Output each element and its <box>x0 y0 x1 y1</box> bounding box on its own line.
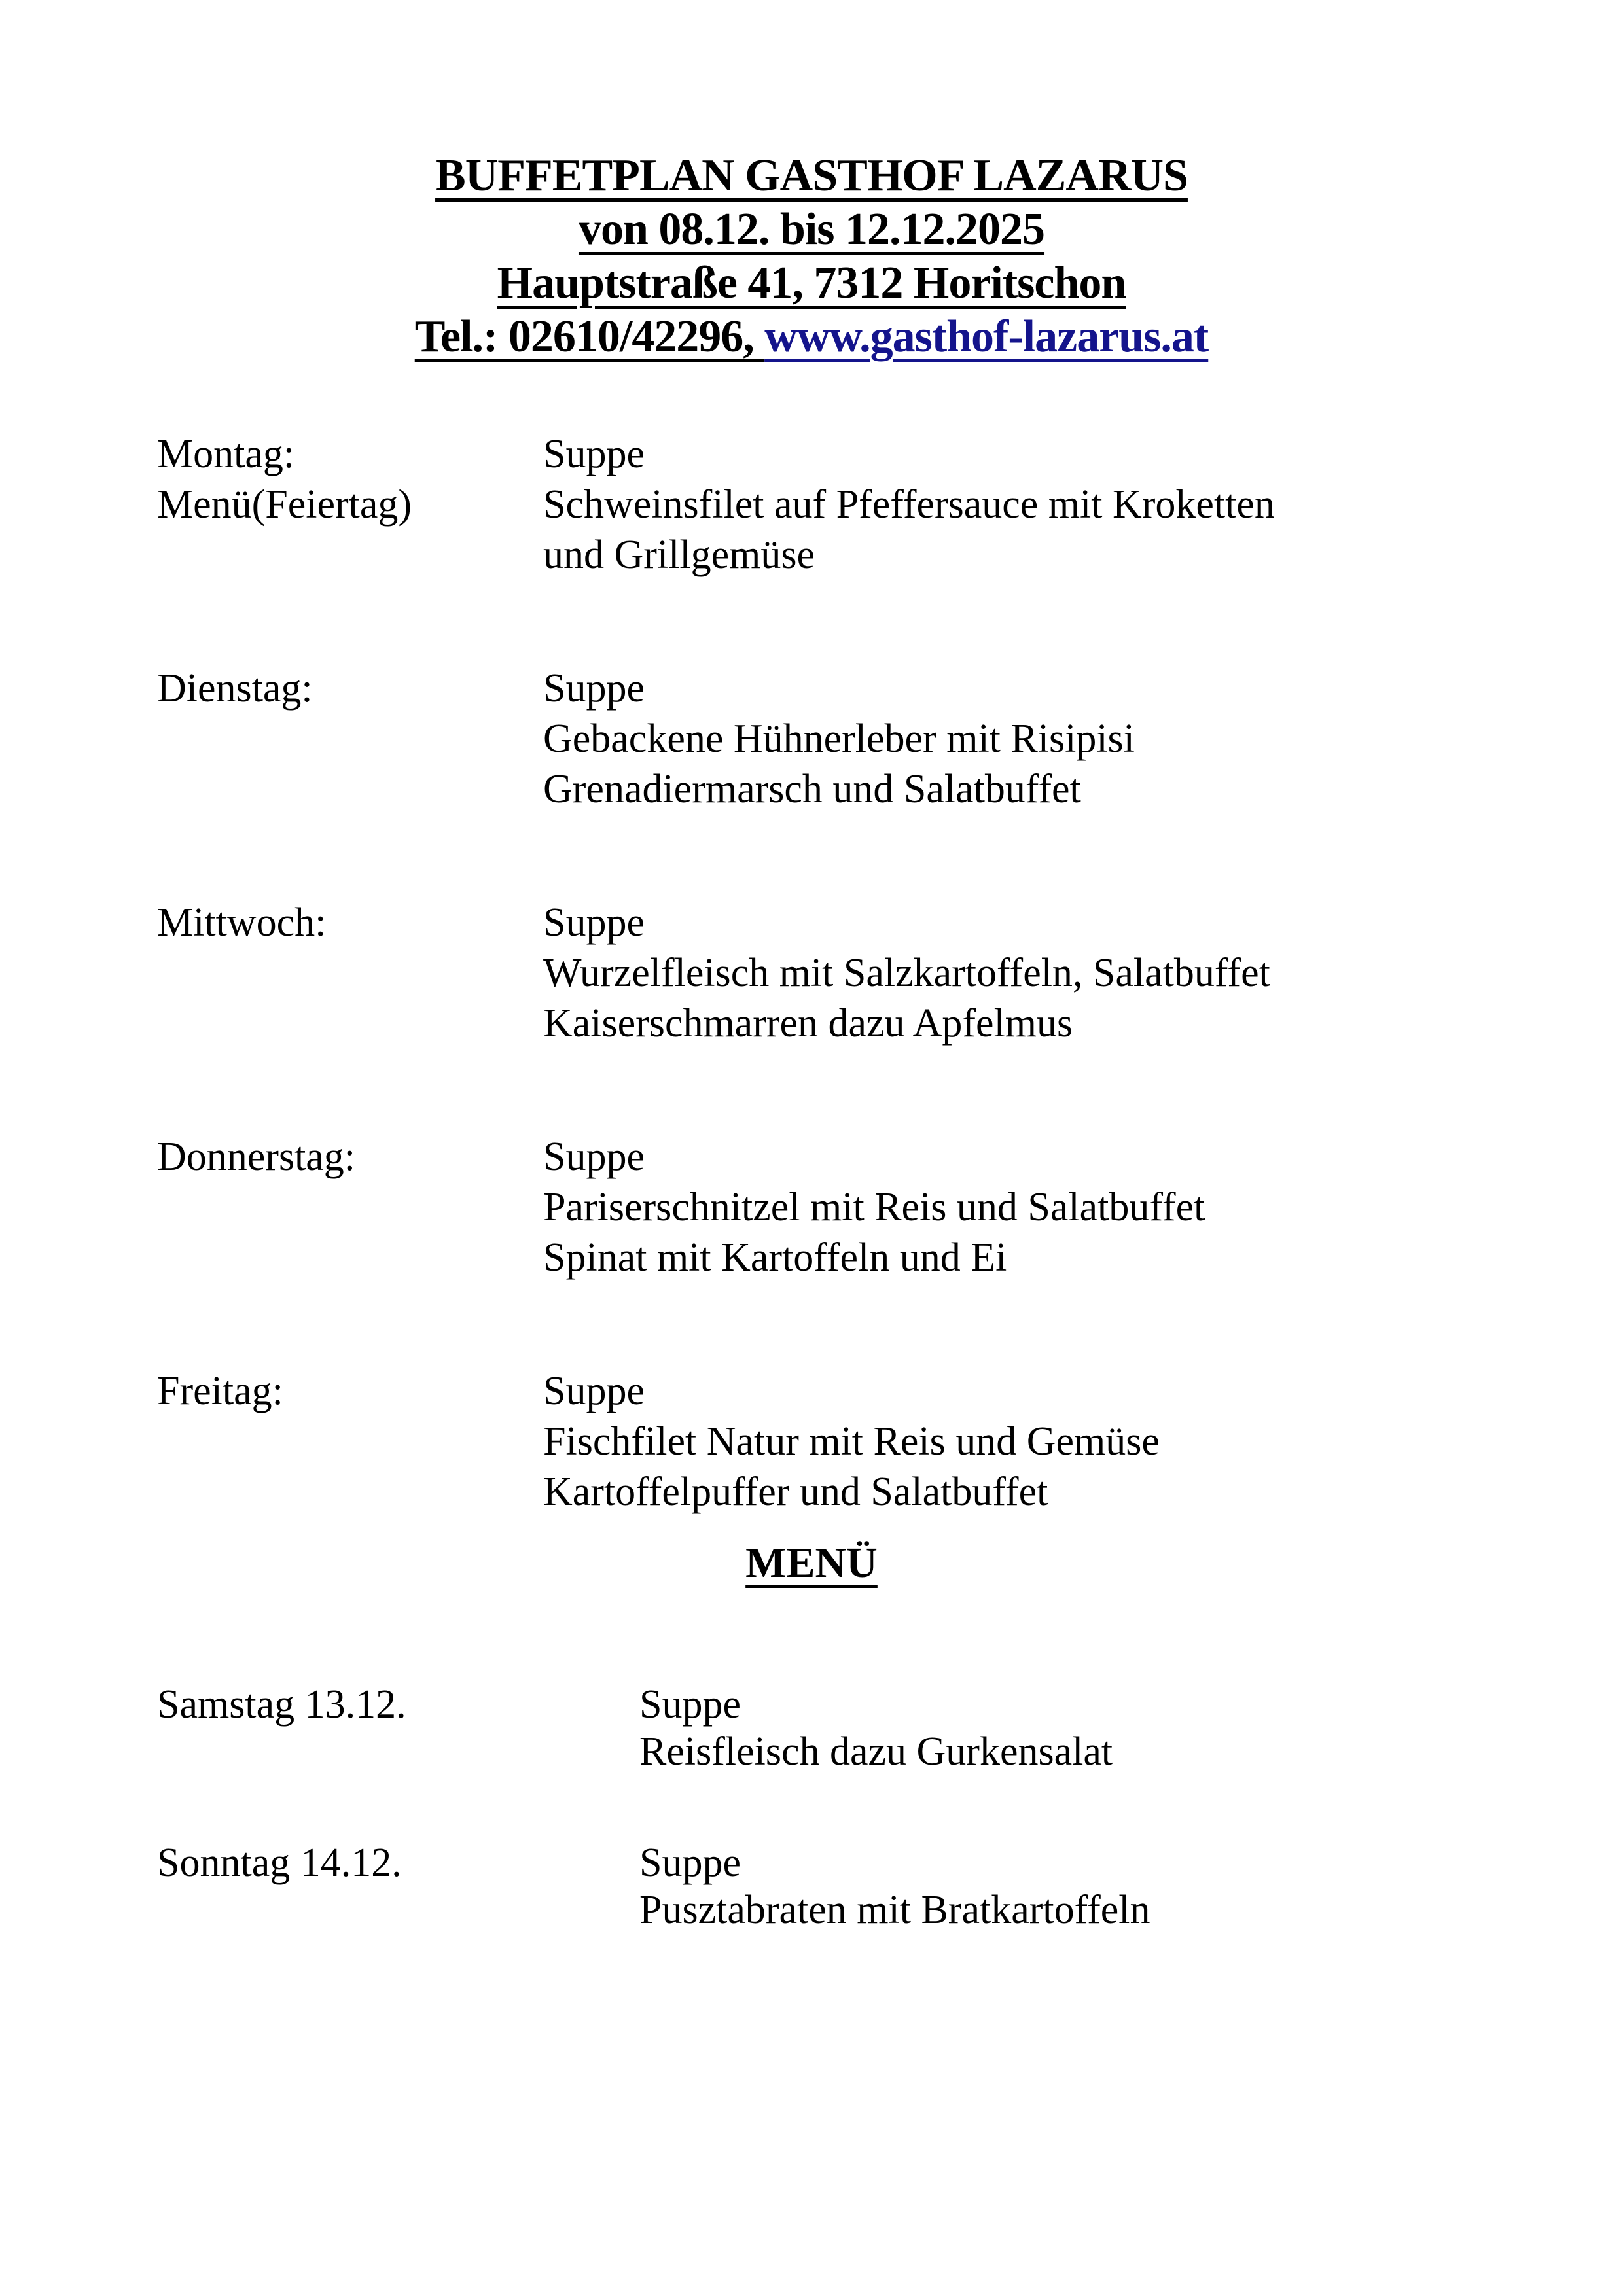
dish-line: Gebackene Hühnerleber mit Risipisi <box>543 716 1135 761</box>
day-label-column <box>157 429 543 580</box>
menu-row-donnerstag <box>157 1132 1518 1283</box>
day-label: Sonntag 14.12. <box>157 1841 402 1885</box>
dish-column <box>543 663 1518 815</box>
menu-row-samstag <box>157 1681 1518 1775</box>
dish-line: Wurzelfleisch mit Salzkartoffeln, Salatbuffet <box>543 951 1270 995</box>
dish-line: Suppe <box>543 432 645 476</box>
weekend-menu-list <box>0 1681 1623 1934</box>
date-range: von 08.12. bis 12.12.2025 <box>578 204 1045 255</box>
dish-line: Spinat mit Kartoffeln und Ei <box>543 1235 1007 1280</box>
day-label: Samstag 13.12. <box>157 1682 406 1727</box>
dish-column <box>543 429 1518 580</box>
dish-line: Suppe <box>639 1841 741 1885</box>
day-label: Donnerstag: <box>157 1135 356 1179</box>
dish-line: Fischfilet Natur mit Reis und Gemüse <box>543 1419 1160 1464</box>
dish-column <box>543 1132 1518 1283</box>
dish-line: Grenadiermarsch und Salatbuffet <box>543 767 1081 811</box>
day-label: Montag: <box>157 432 295 476</box>
day-label-column <box>157 663 543 815</box>
dish-column <box>543 898 1518 1049</box>
day-label-column <box>157 1681 639 1775</box>
dish-column <box>639 1839 1518 1934</box>
dish-line: Pariserschnitzel mit Reis und Salatbuffet <box>543 1185 1205 1229</box>
website-link[interactable]: www.gasthof-lazarus.at <box>764 311 1209 362</box>
dish-line: Suppe <box>543 666 645 711</box>
day-sublabel: Menü(Feiertag) <box>157 482 412 527</box>
day-label: Mittwoch: <box>157 900 327 945</box>
menu-row-dienstag <box>157 663 1518 815</box>
dish-line: und Grillgemüse <box>543 533 815 577</box>
dish-column <box>543 1366 1518 1517</box>
menu-row-freitag <box>157 1366 1518 1517</box>
day-label-column <box>157 898 543 1049</box>
menu-section-heading: MENÜ <box>745 1539 878 1587</box>
document-header <box>0 0 1623 364</box>
day-label-column <box>157 1839 639 1934</box>
day-label: Freitag: <box>157 1369 283 1413</box>
dish-line: Schweinsfilet auf Pfeffersauce mit Kroketten <box>543 482 1275 527</box>
dish-line: Pusztabraten mit Bratkartoffeln <box>639 1888 1150 1932</box>
dish-line: Kartoffelpuffer und Salatbuffet <box>543 1470 1048 1514</box>
day-label: Dienstag: <box>157 666 313 711</box>
day-label-column <box>157 1366 543 1517</box>
contact-line <box>0 310 1623 364</box>
day-label-column <box>157 1132 543 1283</box>
dish-line: Kaiserschmarren dazu Apfelmus <box>543 1001 1073 1046</box>
dish-line: Suppe <box>543 1369 645 1413</box>
address-line: Hauptstraße 41, 7312 Horitschon <box>497 258 1126 308</box>
dish-line: Suppe <box>543 900 645 945</box>
dish-line: Reisfleisch dazu Gurkensalat <box>639 1729 1113 1774</box>
dish-line: Suppe <box>543 1135 645 1179</box>
weekday-menu-list <box>0 429 1623 1517</box>
dish-column <box>639 1681 1518 1775</box>
page-title: BUFFETPLAN GASTHOF LAZARUS <box>435 150 1188 201</box>
menu-row-mittwoch <box>157 898 1518 1049</box>
menu-row-montag <box>157 429 1518 580</box>
menu-row-sonntag <box>157 1839 1518 1934</box>
dish-line: Suppe <box>639 1682 741 1727</box>
phone-number: Tel.: 02610/42296, <box>414 311 765 362</box>
